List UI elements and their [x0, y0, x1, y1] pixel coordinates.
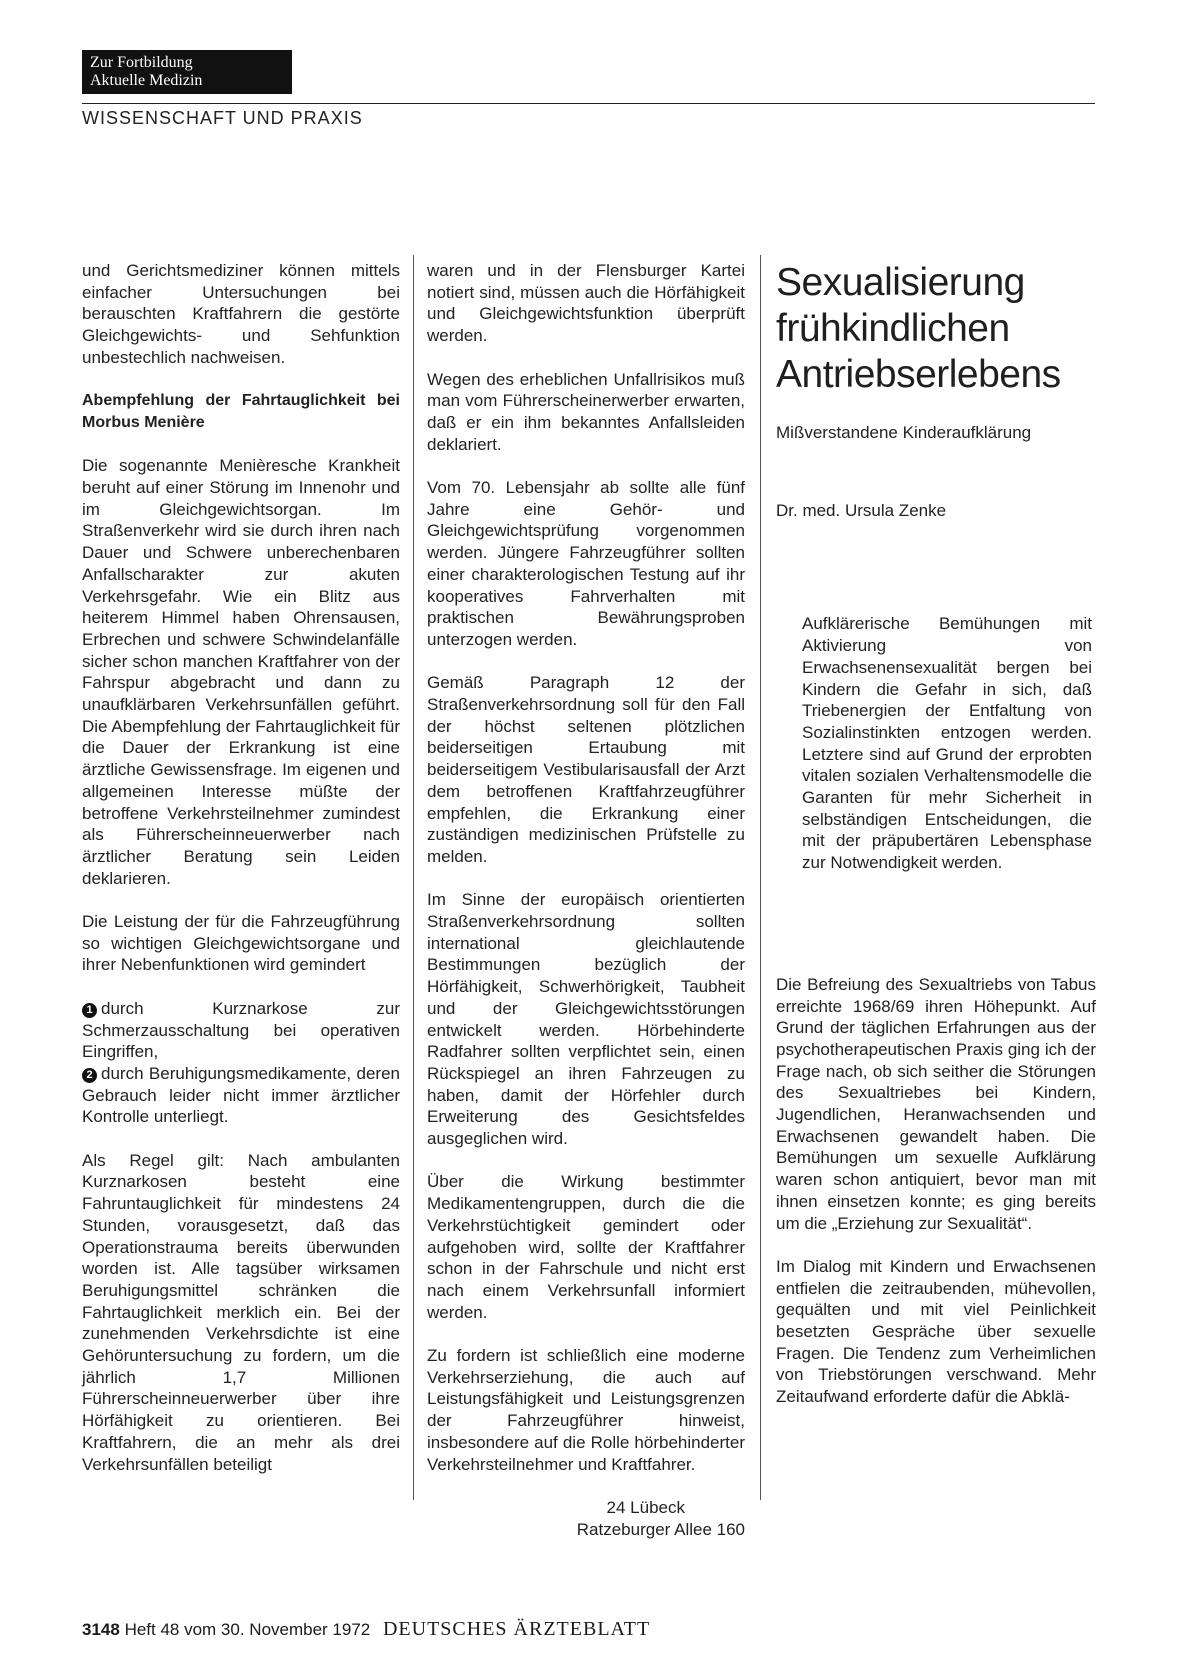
number-badge-icon: 2: [82, 1068, 97, 1083]
address-line: Ratzeburger Allee 160: [576, 1519, 745, 1539]
page-footer: [82, 1618, 650, 1641]
article-abstract: Aufklärerische Bemühungen mit Aktivierung von Erwachsenensexualität bergen bei Kindern die Gefahr in sich, daß Triebenergien der Entfaltung von Sozialinstinkten entzogen werden. Letztere sind auf Grund der erprobten vitalen sozialen Verhaltensmodelle die Garanten für mehr Sicherheit in selbständigen Entscheidungen, die mit der präpubertären Lebensphase zur Notwendigkeit werden.: [802, 614, 1092, 873]
paragraph: Gemäß Paragraph 12 der Straßenverkehrsordnung soll für den Fall der höchst seltenen plötzlichen beiderseitigen Ertaubung mit beiderseitigem Vestibularisausfall der Arzt dem betroffenen Kraftfahrzeugführer empfehlen, die Erkrankung einer zuständigen medizinischen Prüfstelle zu melden.: [427, 673, 745, 866]
paragraph: Vom 70. Lebensjahr ab sollte alle fünf Jahre eine Gehör- und Gleichgewichtsprüfung vorgenommen werden. Jüngere Fahrzeugführer sollten einer charakterologischen Testung auf ihr kooperatives Fahrverhalten mit praktischen Bewährungsproben unterzogen werden.: [427, 478, 745, 649]
number-badge-icon: 1: [82, 1003, 97, 1018]
article-title: [776, 260, 1096, 398]
journal-name: DEUTSCHES ÄRZTEBLATT: [382, 1618, 651, 1640]
column-left: [82, 260, 400, 1497]
page-number: 3148: [82, 1620, 120, 1639]
list-item-text: durch Beruhigungsmedikamente, deren Gebrauch leider nicht immer ärztlicher Kontrolle unterliegt.: [82, 1063, 400, 1127]
subheading: Abempfehlung der Fahrtauglichkeit bei Morbus Menière: [82, 392, 400, 431]
issue-info: Heft 48 vom 30. November 1972: [124, 1620, 371, 1639]
column-divider: [760, 255, 761, 1500]
series-label-line2: Aktuelle Medizin: [90, 72, 203, 89]
paragraph: Die Befreiung des Sexualtriebs von Tabus erreichte 1968/69 ihren Höhepunkt. Auf Grund der täglichen Erfahrungen aus der psychotherapeutischen Praxis ging ich der Frage nach, ob sich seither die Störungen des Sexualtriebes bei Kindern, Jugendlichen, Heranwachsenden und Erwachsenen gewandelt haben. Die Bemühungen um sexuelle Aufklärung waren schon antiquiert, bevor man mit ihnen einsetzen konnte; es ging bereits um die „Erziehung zur Sexualität“.: [776, 974, 1096, 1233]
series-label-line1: Zur Fortbildung: [90, 54, 193, 71]
paragraph: Wegen des erheblichen Unfallrisikos muß man vom Führerscheinerwerber erwarten, daß er ein ihm bekanntes Anfallsleiden deklariert.: [427, 369, 745, 454]
paragraph: Zu fordern ist schließlich eine moderne Verkehrserziehung, die auch auf Leistungsfähigkeit und Leistungsgrenzen der Fahrzeugführer hinweist, insbesondere auf die Rolle hörbehinderter Verkehrsteilnehmer und Kraftfahrer.: [427, 1346, 745, 1474]
list-item-text: durch Kurznarkose zur Schmerzausschaltung bei operativen Eingriffen,: [82, 998, 400, 1062]
paragraph: Die sogenannte Menièresche Krankheit beruht auf einer Störung im Innenohr und im Gleichgewichtsorgan. Im Straßenverkehr wird sie durch ihren nach Dauer und Schwere unberechenbaren Anfallscharakter zur akuten Verkehrsgefahr. Wie ein Blitz aus heiterem Himmel haben Ohrensausen, Erbrechen und schwere Schwindelanfälle sicher schon manchen Kraftfahrer von der Fahrspur abgebracht und dann zu unaufklärbaren Verkehrsunfällen geführt. Die Abempfehlung der Fahrtauglichkeit für die Dauer der Erkrankung ist eine ärztliche Gewissensfrage. Im eigenen und allgemeinen Interesse müßte der betroffene Verkehrsteilnehmer zumindest als Führerscheinneuerwerber nach ärztlicher Beratung sein Leiden deklarieren.: [82, 456, 400, 888]
list-item: [82, 1063, 400, 1128]
article-subtitle: Mißverstandene Kinderaufklärung: [776, 423, 1032, 442]
article-author: Dr. med. Ursula Zenke: [776, 500, 947, 520]
article-title-line: Antriebserlebens: [776, 353, 1061, 396]
series-label-box: [82, 50, 292, 94]
paragraph: und Gerichtsmediziner können mittels einfacher Untersuchungen bei berauschten Kraftfahrern die gestörte Gleichgewichts- und Sehfunktion unbestechlich nachweisen.: [82, 261, 400, 367]
column-middle: [427, 260, 745, 1540]
column-right: [776, 260, 1096, 1430]
paragraph: Die Leistung der für die Fahrzeugführung so wichtigen Gleichgewichtsorgane und ihrer Nebenfunktionen wird gemindert: [82, 912, 400, 975]
column-divider: [413, 255, 414, 1500]
section-label: WISSENSCHAFT UND PRAXIS: [82, 108, 363, 128]
paragraph: waren und in der Flensburger Kartei notiert sind, müssen auch die Hörfähigkeit und Gleichgewichtsfunktion überprüft werden.: [427, 261, 745, 346]
list-item: [82, 998, 400, 1063]
paragraph: Im Sinne der europäisch orientierten Straßenverkehrsordnung sollten international gleichlautende Bestimmungen bezüglich der Hörfähigkeit, Schwerhörigkeit, Taubheit und der Gleichgewichtsstörungen entwickelt werden. Hörbehinderte Radfahrer sollten verpflichtet sein, einen Rückspiegel an ihren Fahrzeugen zu haben, damit der Hörfehler durch Erweiterung des Gesichtsfeldes ausgeglichen wird.: [427, 890, 745, 1149]
article-title-line: Sexualisierung: [776, 261, 1025, 304]
address-line: 24 Lübeck: [606, 1497, 685, 1517]
article-title-line: frühkindlichen: [776, 307, 1010, 350]
header-rule: [82, 103, 1095, 104]
paragraph: Als Regel gilt: Nach ambulanten Kurznarkosen besteht eine Fahruntauglichkeit für mindestens 24 Stunden, vorausgesetzt, daß das Operationstrauma bereits überwunden worden ist. Alle tagsüber wirksamen Beruhigungsmittel schränken die Fahrtauglichkeit merklich ein. Bei der zunehmenden Verkehrsdichte ist eine Gehöruntersuchung zu fordern, um die jährlich 1,7 Millionen Führerscheinneuerwerber über ihre Hörfähigkeit zu orientieren. Bei Kraftfahrern, die an mehr als drei Verkehrsunfällen beteiligt: [82, 1150, 400, 1474]
paragraph: Im Dialog mit Kindern und Erwachsenen entfielen die zeitraubenden, mühevollen, gequälten und mit viel Peinlichkeit besetzten Gespräche über sexuelle Fragen. Die Tendenz zum Verheimlichen von Triebstörungen verschwand. Mehr Zeitaufwand erforderte dafür die Abklä-: [776, 1256, 1096, 1407]
paragraph: Über die Wirkung bestimmter Medikamentengruppen, durch die die Verkehrstüchtigkeit gemindert oder aufgehoben wird, sollte der Kraftfahrer schon in der Fahrschule und nicht erst nach einem Verkehrsunfall informiert werden.: [427, 1172, 745, 1322]
